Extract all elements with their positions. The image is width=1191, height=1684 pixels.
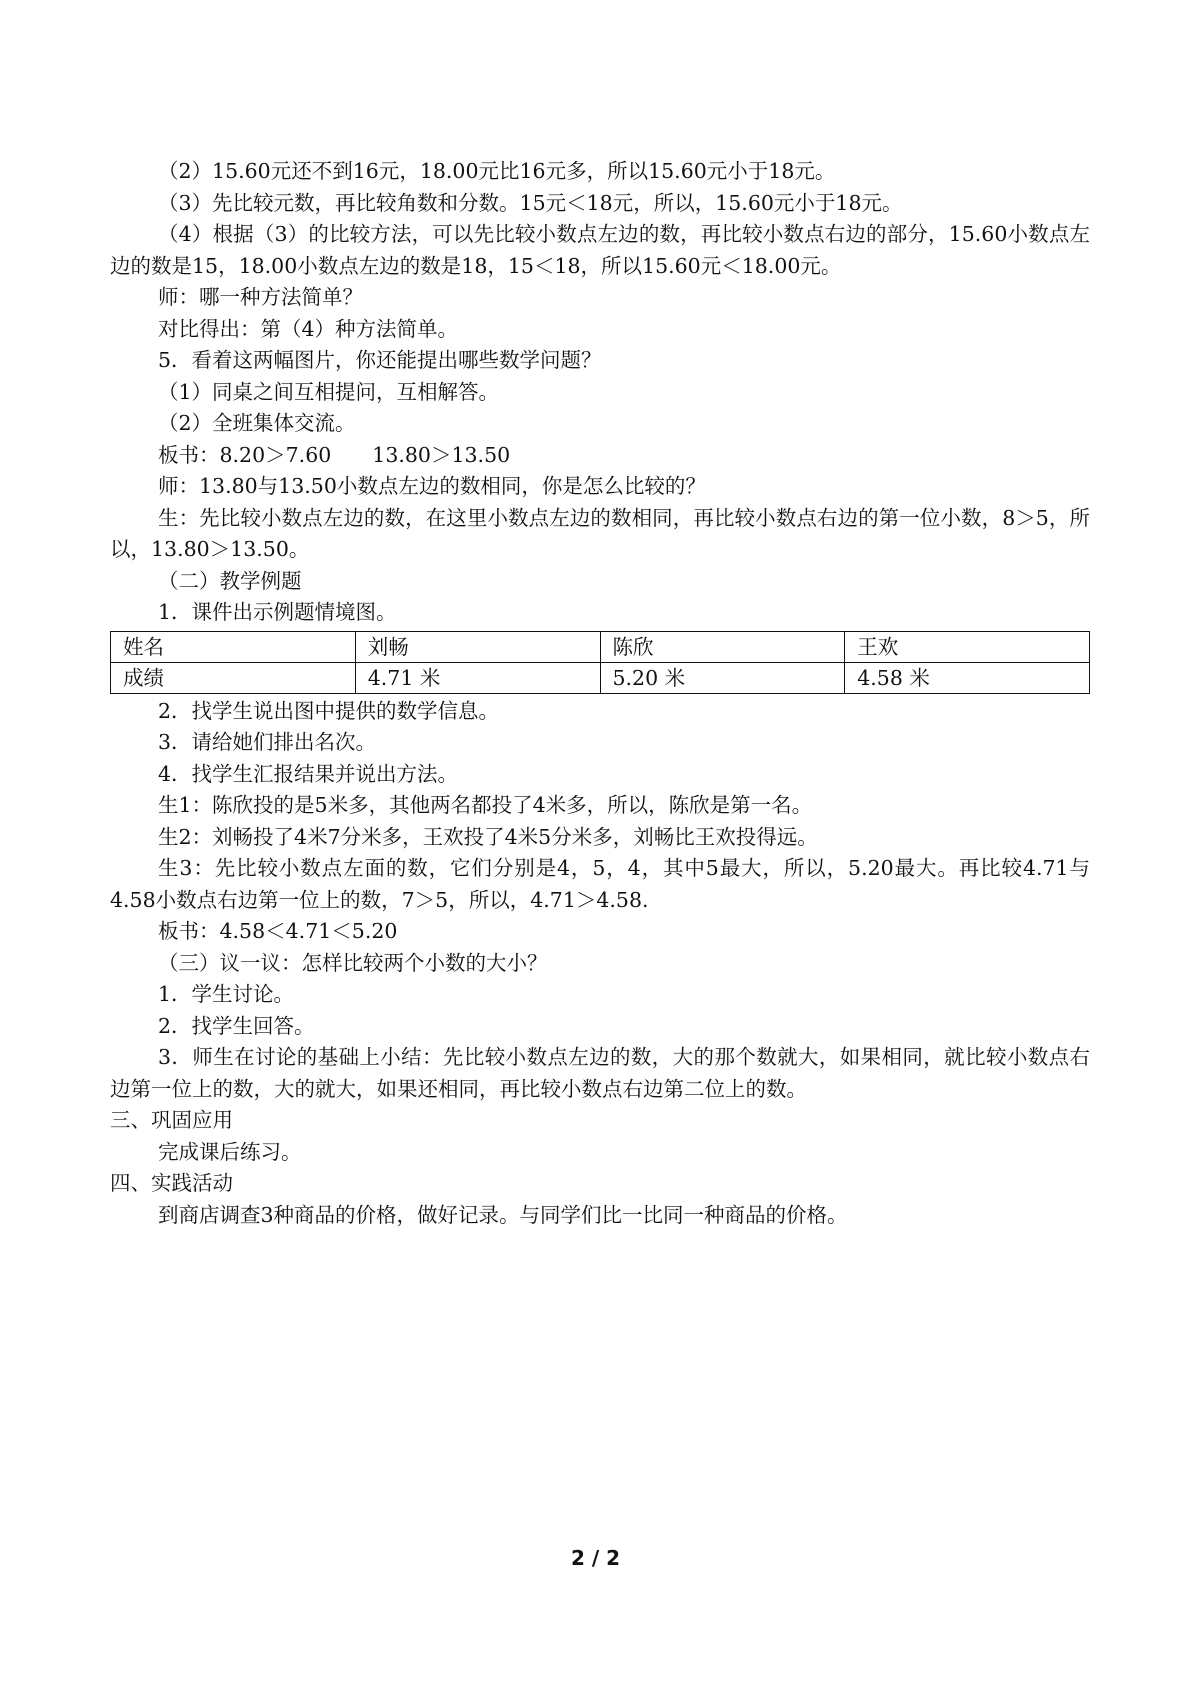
paragraph-example-step-2: 2．找学生说出图中提供的数学信息。 [158, 698, 500, 723]
table-cell: 5.20 米 [600, 662, 845, 693]
paragraph-teacher-question: 师：哪一种方法简单？ [158, 285, 363, 309]
paragraph-step-5-1: （1）同桌之间互相提问，互相解答。 [158, 379, 500, 404]
document-body [110, 156, 1090, 1231]
table-row [111, 631, 1090, 662]
subheading-discussion: （三）议一议：怎样比较两个小数的大小？ [158, 950, 548, 975]
subheading-teaching-example: （二）教学例题 [158, 568, 302, 593]
paragraph-summary: 3．师生在讨论的基础上小结：先比较小数点左边的数，大的那个数就大，如果相同，就比较小数点右边第一位上的数，大的就大，如果还相同，再比较小数点右边第二位上的数。 [110, 1045, 1090, 1101]
paragraph-practice: 到商店调查3种商品的价格，做好记录。与同学们比一比同一种商品的价格。 [158, 1202, 848, 1227]
paragraph-comparison-result: 对比得出：第（4）种方法简单。 [158, 316, 459, 341]
section-heading-consolidation: 三、巩固应用 [110, 1108, 233, 1132]
paragraph-board-notes-2: 板书：4.58＜4.71＜5.20 [158, 919, 398, 943]
table-cell: 陈欣 [600, 631, 845, 662]
table-cell: 4.58 米 [845, 662, 1090, 693]
paragraph-example-intro: 1．课件出示例题情境图。 [158, 600, 397, 624]
section-heading-practice: 四、实践活动 [110, 1171, 233, 1195]
paragraph-discussion-1: 1．学生讨论。 [158, 982, 295, 1006]
paragraph-example-step-4: 4．找学生汇报结果并说出方法。 [158, 761, 459, 786]
paragraph-student-2: 生2：刘畅投了4米7分米多，王欢投了4米5分米多，刘畅比王欢投得远。 [158, 824, 818, 849]
paragraph-board-notes-1: 板书：8.20＞7.60 13.80＞13.50 [158, 442, 511, 467]
table-cell: 刘畅 [355, 631, 600, 662]
page-number: 2 / 2 [570, 1546, 621, 1570]
paragraph-method-2: （2）15.60元还不到16元，18.00元比16元多，所以15.60元小于18元。 [158, 159, 836, 183]
paragraph-step-5-2: （2）全班集体交流。 [158, 411, 356, 435]
table-cell: 成绩 [111, 662, 356, 693]
paragraph-step-5: 5．看着这两幅图片，你还能提出哪些数学问题？ [158, 348, 602, 372]
scores-table [110, 631, 1090, 694]
paragraph-student-answer: 生：先比较小数点左边的数，在这里小数点左边的数相同，再比较小数点右边的第一位小数，8＞5，所以，13.80＞13.50。 [110, 505, 1090, 561]
table-row [111, 662, 1090, 693]
table-cell: 王欢 [845, 631, 1090, 662]
table-cell: 姓名 [111, 631, 356, 662]
paragraph-teacher-ask: 师：13.80与13.50小数点左边的数相同，你是怎么比较的？ [158, 474, 706, 498]
paragraph-discussion-2: 2．找学生回答。 [158, 1013, 315, 1038]
table-cell: 4.71 米 [355, 662, 600, 693]
paragraph-method-3: （3）先比较元数，再比较角数和分数。15元＜18元，所以，15.60元小于18元。 [158, 190, 903, 215]
paragraph-example-step-3: 3．请给她们排出名次。 [158, 730, 377, 754]
paragraph-method-4: （4）根据（3）的比较方法，可以先比较小数点左边的数，再比较小数点右边的部分，15.60小数点左边的数是15，18.00小数点左边的数是18，15＜18，所以15.60元＜18.00元。 [110, 222, 1090, 278]
paragraph-student-1: 生1：陈欣投的是5米多，其他两名都投了4米多，所以，陈欣是第一名。 [158, 793, 813, 817]
paragraph-consolidation: 完成课后练习。 [158, 1139, 302, 1164]
paragraph-student-3: 生3：先比较小数点左面的数，它们分别是4，5，4，其中5最大，所以，5.20最大。再比较4.71与4.58小数点右边第一位上的数，7＞5，所以，4.71＞4.58. [110, 856, 1090, 912]
